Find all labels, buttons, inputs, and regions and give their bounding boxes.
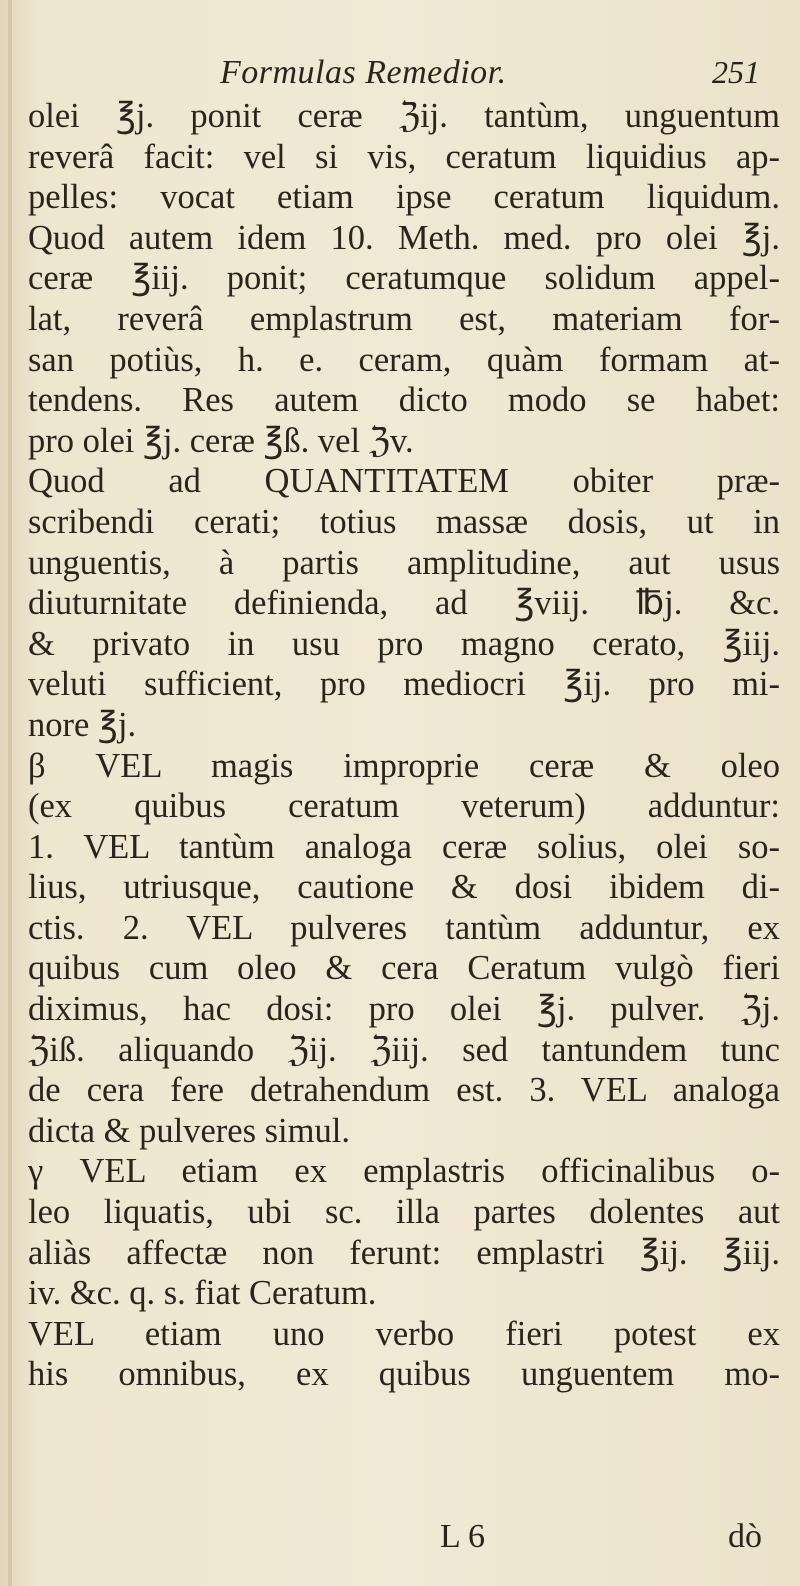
text-line: ℨiß. aliquando ℨij. ℨiij. sed tantundem tunc [28, 1030, 780, 1069]
text-line: san potiùs, h. e. ceram, quàm formam at- [28, 340, 780, 379]
page-gutter-shadow [8, 0, 12, 1586]
text-line: tendens. Res autem dicto modo se habet: [28, 381, 780, 420]
text-line: de cera fere detrahendum est. 3. VEL analoga [28, 1071, 780, 1110]
text-line: veluti sufficient, pro mediocri ℥ij. pro mi- [28, 665, 780, 704]
text-line: quibus cum oleo & cera Ceratum vulgò fieri [28, 949, 780, 988]
catchword: dò [728, 1518, 762, 1555]
page-footer [0, 1518, 800, 1562]
text-line: pro olei ℥j. ceræ ℥ß. vel ℨv. [28, 421, 414, 460]
text-line: & privato in usu pro magno cerato, ℥iij. [28, 624, 780, 663]
text-line: scribendi cerati; totius massæ dosis, ut in [28, 502, 780, 541]
text-line: his omnibus, ex quibus unguentem mo- [28, 1355, 780, 1394]
page-number: 251 [712, 54, 760, 90]
text-line: (ex quibus ceratum veterum) adduntur: [28, 787, 780, 826]
text-line: dicta & pulveres simul. [28, 1111, 350, 1150]
page-header [0, 52, 800, 92]
text-line: reverâ facit: vel si vis, ceratum liquidius ap- [28, 137, 780, 176]
text-line: 1. VEL tantùm analoga ceræ solius, olei so- [28, 827, 780, 866]
signature-mark: L 6 [440, 1518, 486, 1555]
text-line: iv. &c. q. s. fiat Ceratum. [28, 1274, 377, 1313]
text-line: pelles: vocat etiam ipse ceratum liquidum. [28, 178, 780, 217]
text-line: lat, reverâ emplastrum est, materiam for- [28, 299, 780, 338]
text-line: Quod autem idem 10. Meth. med. pro olei ℥j. [28, 218, 780, 257]
text-line: nore ℥j. [28, 705, 137, 744]
text-line: Quod ad QUANTITATEM obiter præ- [28, 462, 780, 501]
text-line: diximus, hac dosi: pro olei ℥j. pulver. ℨj. [28, 990, 780, 1029]
text-line: γ VEL etiam ex emplastris officinalibus o- [28, 1152, 780, 1191]
text-line: aliàs affectæ non ferunt: emplastri ℥ij. ℥iij. [28, 1233, 780, 1272]
text-line: leo liquatis, ubi sc. illa partes dolentes aut [28, 1193, 780, 1232]
text-line: VEL etiam uno verbo fieri potest ex [28, 1314, 780, 1353]
text-line: lius, utriusque, cautione & dosi ibidem di- [28, 868, 780, 907]
running-title: Formulas Remedior. [220, 54, 507, 91]
text-line: ctis. 2. VEL pulveres tantùm adduntur, ex [28, 908, 780, 947]
text-line: ceræ ℥iij. ponit; ceratumque solidum appel- [28, 259, 780, 298]
body-text [28, 96, 780, 1395]
text-line: diuturnitate definienda, ad ℥viij. ℔j. &c. [28, 584, 780, 623]
text-line: unguentis, à partis amplitudine, aut usus [28, 543, 780, 582]
text-line: β VEL magis improprie ceræ & oleo [28, 746, 780, 785]
text-line: olei ℥j. ponit ceræ ℨij. tantùm, unguentum [28, 97, 780, 135]
